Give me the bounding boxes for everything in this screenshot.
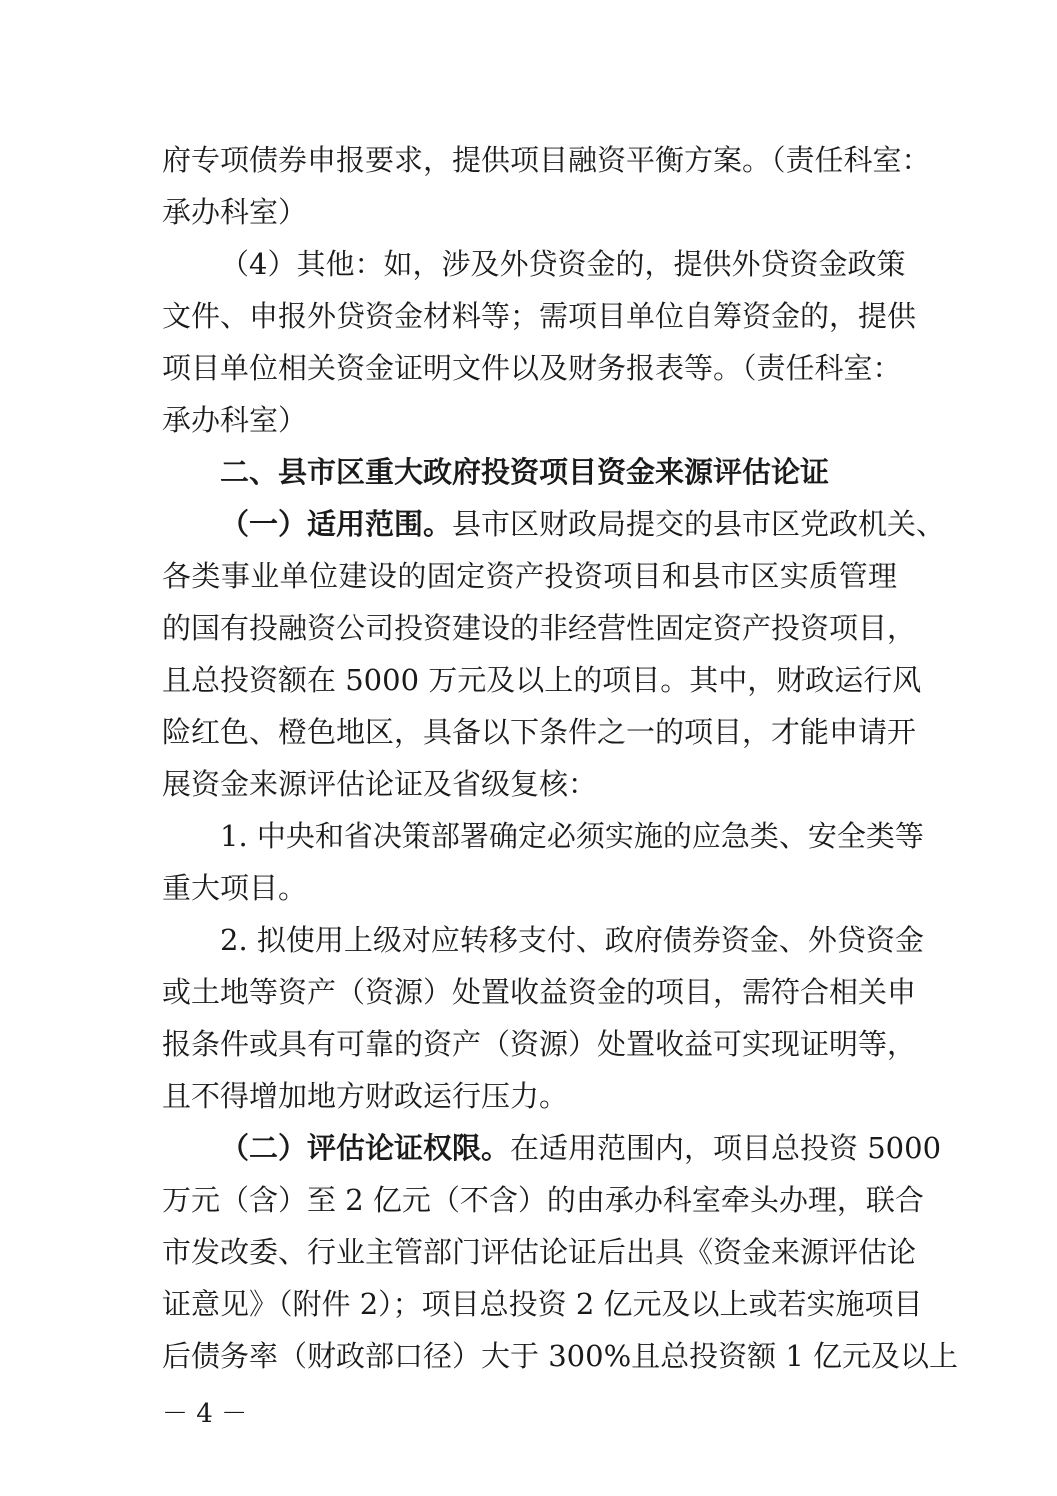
list-item-2: 2. 拟使用上级对应转移支付、政府债券资金、外贷资金	[220, 923, 924, 957]
list-item-2-cont: 报条件或具有可靠的资产（资源）处置收益可实现证明等，	[162, 1027, 917, 1061]
page-number: － 4 －	[162, 1399, 248, 1429]
body-line: 项目单位相关资金证明文件以及财务报表等。（责任科室：	[162, 351, 902, 385]
body-line: 的国有投融资公司投资建设的非经营性固定资产投资项目，	[162, 611, 917, 645]
body-line: 证意见》（附件 2）；项目总投资 2 亿元及以上或若实施项目	[162, 1287, 923, 1321]
subsection-1-first-line	[220, 498, 946, 550]
body-line: 府专项债券申报要求，提供项目融资平衡方案。（责任科室：	[162, 143, 931, 177]
body-line: 万元（含）至 2 亿元（不含）的由承办科室牵头办理，联合	[162, 1183, 924, 1217]
body-line: 且总投资额在 5000 万元及以上的项目。其中，财政运行风	[162, 663, 922, 697]
subsection-2-first-line	[220, 1122, 942, 1174]
subsection-2-title: （二）评估论证权限。	[220, 1131, 511, 1165]
body-line: 在适用范围内，项目总投资 5000	[510, 1131, 942, 1165]
body-line: 后债务率（财政部口径）大于 300%且总投资额 1 亿元及以上	[162, 1339, 959, 1373]
body-line: 承办科室）	[162, 195, 308, 229]
body-line: 险红色、橙色地区，具备以下条件之一的项目，才能申请开	[162, 715, 917, 749]
body-line: 市发改委、行业主管部门评估论证后出具《资金来源评估论	[162, 1235, 917, 1269]
body-line: 展资金来源评估论证及省级复核：	[162, 767, 598, 801]
body-line: 各类事业单位建设的固定资产投资项目和县市区实质管理	[162, 559, 897, 593]
list-item-1: 1. 中央和省决策部署确定必须实施的应急类、安全类等	[220, 819, 924, 853]
list-item-2-cont: 或土地等资产（资源）处置收益资金的项目，需符合相关申	[162, 975, 917, 1009]
list-item-1-cont: 重大项目。	[162, 871, 308, 905]
list-item-2-cont: 且不得增加地方财政运行压力。	[162, 1079, 569, 1113]
body-line: （4）其他：如，涉及外贷资金的，提供外贷资金政策	[220, 247, 906, 281]
body-line: 县市区财政局提交的县市区党政机关、	[452, 507, 946, 541]
body-line: 文件、申报外贷资金材料等；需项目单位自筹资金的，提供	[162, 299, 917, 333]
subsection-1-title: （一）适用范围。	[220, 507, 453, 541]
body-line: 承办科室）	[162, 403, 308, 437]
section-heading: 二、县市区重大政府投资项目资金来源评估论证	[220, 455, 830, 489]
